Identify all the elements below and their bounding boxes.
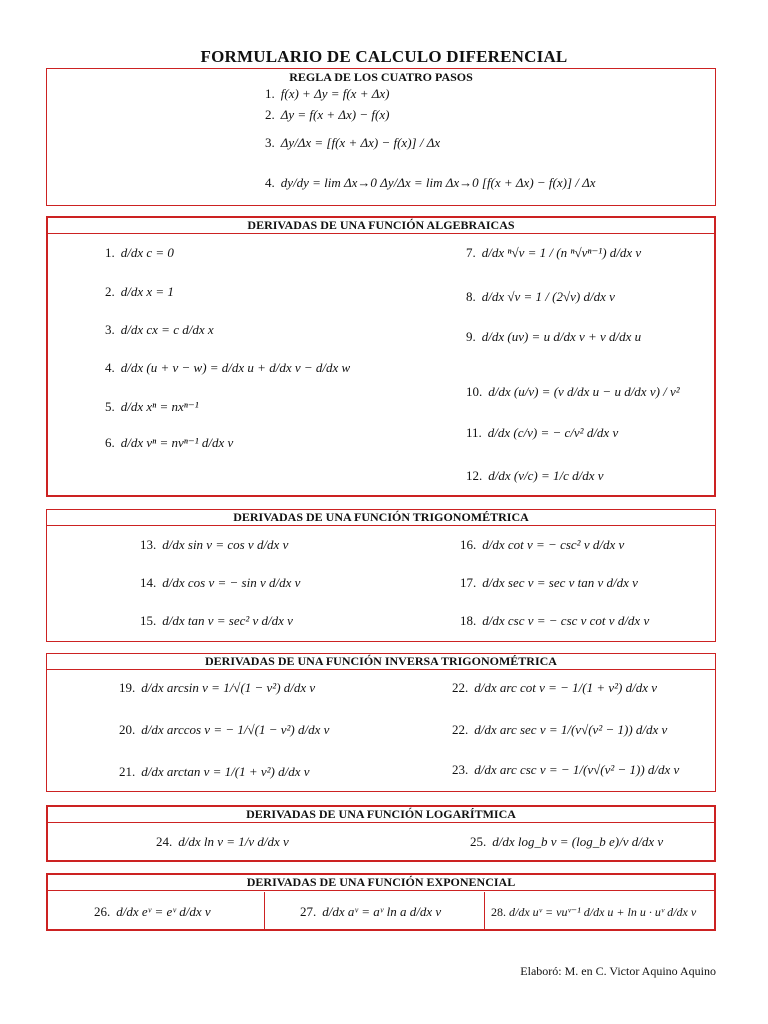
section-algebraicas bbox=[46, 216, 716, 497]
formula-item: 21. d/dx arctan v = 1/(1 + v²) d/dx v bbox=[119, 764, 310, 779]
section-title: DERIVADAS DE UNA FUNCIÓN LOGARÍTMICA bbox=[48, 807, 714, 823]
section-title: DERIVADAS DE UNA FUNCIÓN TRIGONOMÉTRICA bbox=[47, 510, 715, 526]
formula-item: 2. Δy = f(x + Δx) − f(x) bbox=[265, 107, 390, 122]
section-title: DERIVADAS DE UNA FUNCIÓN ALGEBRAICAS bbox=[48, 218, 714, 234]
formula-item: 12. d/dx (v/c) = 1/c d/dx v bbox=[466, 468, 604, 483]
formula-item: 4. d/dx (u + v − w) = d/dx u + d/dx v − d/dx w bbox=[105, 360, 351, 375]
formula-item: 4. dy/dy = lim Δx→0 Δy/Δx = lim Δx→0 [f(x + Δx) − f(x)] / Δx bbox=[265, 175, 596, 190]
section-trigonometrica bbox=[46, 509, 716, 642]
formula-item: 3. d/dx cx = c d/dx x bbox=[105, 322, 214, 337]
section-inversa bbox=[46, 653, 716, 792]
formula-item: 5. d/dx xⁿ = nxⁿ⁻¹ bbox=[105, 399, 199, 414]
section-title: DERIVADAS DE UNA FUNCIÓN INVERSA TRIGONOMÉTRICA bbox=[47, 654, 715, 670]
formula-item: 2. d/dx x = 1 bbox=[105, 284, 174, 299]
author-footer: Elaboró: M. en C. Victor Aquino Aquino bbox=[520, 964, 716, 978]
formula-item: 8. d/dx √v = 1 / (2√v) d/dx v bbox=[466, 289, 615, 304]
formula-item: 19. d/dx arcsin v = 1/√(1 − v²) d/dx v bbox=[119, 680, 316, 695]
cell-divider bbox=[484, 892, 485, 929]
page-title: FORMULARIO DE CALCULO DIFERENCIAL bbox=[200, 47, 568, 66]
formula-item: 18. d/dx csc v = − csc v cot v d/dx v bbox=[460, 613, 650, 628]
formula-item: 24. d/dx ln v = 1/v d/dx v bbox=[156, 834, 289, 849]
section-title: REGLA DE LOS CUATRO PASOS bbox=[289, 70, 473, 84]
formula-item: 22. d/dx arc cot v = − 1/(1 + v²) d/dx v bbox=[452, 680, 658, 695]
formula-item: 1. d/dx c = 0 bbox=[105, 245, 174, 260]
formula-item: 10. d/dx (u/v) = (v d/dx u − u d/dx v) / v² bbox=[466, 384, 680, 399]
section-exponencial bbox=[46, 873, 716, 931]
formula-item: 25. d/dx log_b v = (log_b e)/v d/dx v bbox=[470, 834, 664, 849]
section-title: DERIVADAS DE UNA FUNCIÓN EXPONENCIAL bbox=[48, 875, 714, 891]
formula-item: 17. d/dx sec v = sec v tan v d/dx v bbox=[460, 575, 638, 590]
formula-item: 11. d/dx (c/v) = − c/v² d/dx v bbox=[466, 425, 619, 440]
section-logaritmica bbox=[46, 805, 716, 862]
section-cuatro-pasos bbox=[46, 68, 716, 206]
formula-item: 14. d/dx cos v = − sin v d/dx v bbox=[140, 575, 301, 590]
formula-item: 28. d/dx uᵛ = vuᵛ⁻¹ d/dx u + ln u · uᵛ d/dx v bbox=[491, 905, 697, 919]
formula-item: 9. d/dx (uv) = u d/dx v + v d/dx u bbox=[466, 329, 642, 344]
formula-item: 26. d/dx eᵛ = eᵛ d/dx v bbox=[94, 904, 211, 919]
formula-item: 20. d/dx arccos v = − 1/√(1 − v²) d/dx v bbox=[119, 722, 330, 737]
formula-item: 22. d/dx arc sec v = 1/(v√(v² − 1)) d/dx v bbox=[452, 722, 668, 737]
formula-item: 1. f(x) + Δy = f(x + Δx) bbox=[265, 86, 390, 101]
formula-item: 27. d/dx aᵛ = aᵛ ln a d/dx v bbox=[300, 904, 442, 919]
formula-item: 7. d/dx ⁿ√v = 1 / (n ⁿ√vⁿ⁻¹) d/dx v bbox=[466, 245, 642, 260]
formula-item: 13. d/dx sin v = cos v d/dx v bbox=[140, 537, 289, 552]
formula-item: 3. Δy/Δx = [f(x + Δx) − f(x)] / Δx bbox=[265, 135, 441, 150]
formula-item: 15. d/dx tan v = sec² v d/dx v bbox=[140, 613, 293, 628]
cell-divider bbox=[264, 892, 265, 929]
formula-item: 23. d/dx arc csc v = − 1/(v√(v² − 1)) d/dx v bbox=[452, 762, 680, 777]
formula-item: 16. d/dx cot v = − csc² v d/dx v bbox=[460, 537, 625, 552]
formula-item: 6. d/dx vⁿ = nvⁿ⁻¹ d/dx v bbox=[105, 435, 234, 450]
